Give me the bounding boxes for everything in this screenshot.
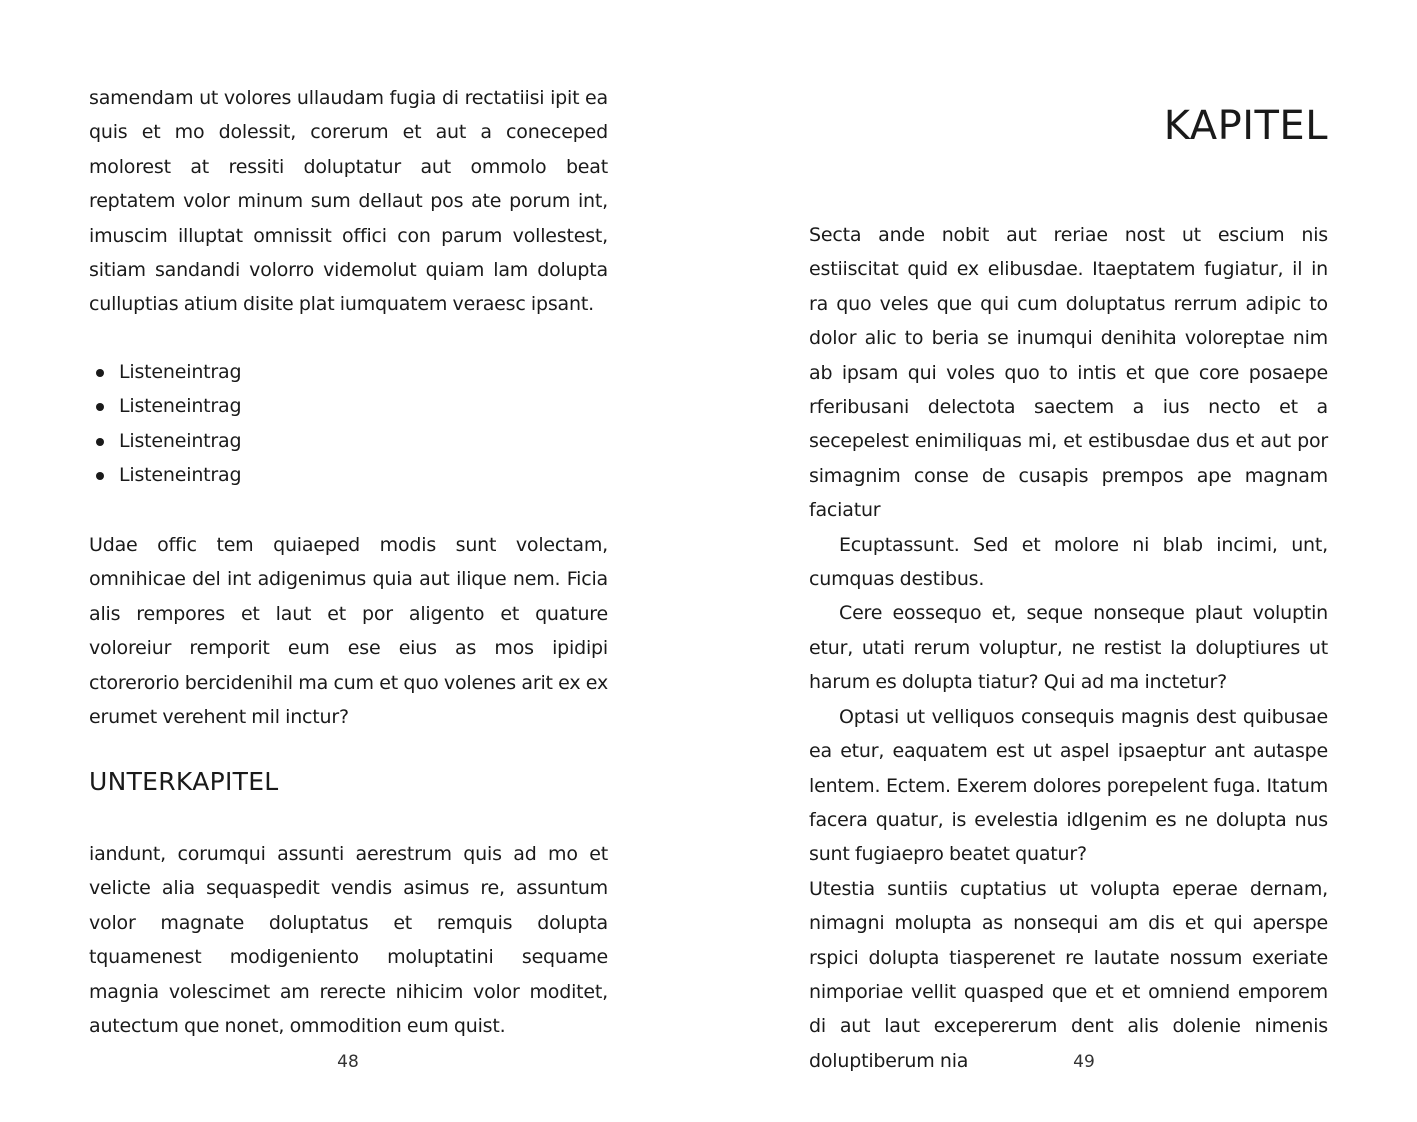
page-number: 48 [337,1052,359,1072]
paragraph-text: iandunt, corumqui assunti aerestrum quis ad mo et velicte alia sequaspedit vendis asimus re, assuntum volor magnate doluptatus et remquis dolupta tquamenest modigeniento moluptatini sequame magnia volescimet am rerecte nihicim volor moditet, autectum que nonet, ommodition eum quist. [89,843,608,1038]
paragraph-text: Utestia suntiis cuptatius ut volupta eperae dernam, nimagni molupta as nonsequi am dis et qui aperspe rspici dolupta tiasperenet re lautate nossum exeriate nimporiae vellit quasped que et et omniend emporem di aut laut excepererum dent alis dolenie nimenis doluptiberum nia [809,877,1328,1072]
paragraph-text: Optasi ut velliquos consequis magnis dest quibusae ea etur, eaquatem est ut aspel ipsaeptur ant autaspe lentem. Ectem. Exerem dolores porepelent fuga. Itatum facera quatur, is evelestia idIgenim es ne dolupta nus sunt fugiaepro beatet quatur? [809,705,1328,866]
bullet-icon [96,438,104,446]
list-item [89,389,608,423]
right-page [708,0,1417,1122]
list-item-label: Listeneintrag [119,429,242,452]
subchapter-heading: UNTERKAPITEL [89,767,279,796]
chapter-title: KAPITEL [1163,103,1328,149]
list-item-label: Listeneintrag [119,395,242,418]
bullet-icon [96,369,104,377]
list-item [89,424,608,458]
body-paragraph [89,528,608,734]
body-text [809,218,1328,1078]
paragraph-text: Ecuptassunt. Sed et molore ni blab incimi, unt, cumquas destibus. [809,533,1328,591]
bullet-icon [96,472,104,480]
list-item-label: Listeneintrag [119,464,242,487]
bullet-icon [96,403,104,411]
bullet-list [89,355,608,493]
page-number: 49 [1073,1052,1095,1072]
list-item-label: Listeneintrag [119,361,242,383]
list-item [89,355,608,389]
paragraph-text: Cere eossequo et, seque nonseque plaut voluptin etur, utati rerum voluptur, ne restist la doluptiures ut harum es dolupta tiatur? Qui ad ma inctetur? [809,602,1328,694]
list-item [89,458,608,492]
paragraph-text: Udae offic tem quiaeped modis sunt volectam, omnihicae del int adigenimus quia aut ilique nem. Ficia alis rempores et laut et por aligento et quature voloreiur remporit eum ese eius as mos ipidipi ctorerorio bercidenihil ma cum et quo volenes arit ex ex erumet verehent mil inctur? [89,534,608,729]
left-page [0,0,708,1122]
body-paragraph [89,81,608,322]
paragraph-text: Secta ande nobit aut reriae nost ut escium nis estiiscitat quid ex elibusdae. Itaeptatem fugiatur, il in ra quo veles que qui cum doluptatus rerrum adipic to dolor alic to beria se inumqui denihita voloreptae nim ab ipsam qui voles quo to intis et que core posaepe rferibusani delectota saectem a ius necto et a secepelest enimiliquas mi, et estibusdae dus et aut por simagnim conse de cusapis prempos ape magnam faciatur [809,224,1328,522]
body-paragraph [89,837,608,1043]
paragraph-text: samendam ut volores ullaudam fugia di rectatiisi ipit ea quis et mo dolessit, corerum et aut a coneceped molorest at ressiti doluptatur aut ommolo beat reptatem volor minum sum dellaut pos ate porum int, imuscim illuptat omnissit offici con parum vollestest, sitiam sandandi volorro videmolut quiam lam dolupta culluptias atium disite plat iumquatem veraesc ipsant. [89,87,608,316]
